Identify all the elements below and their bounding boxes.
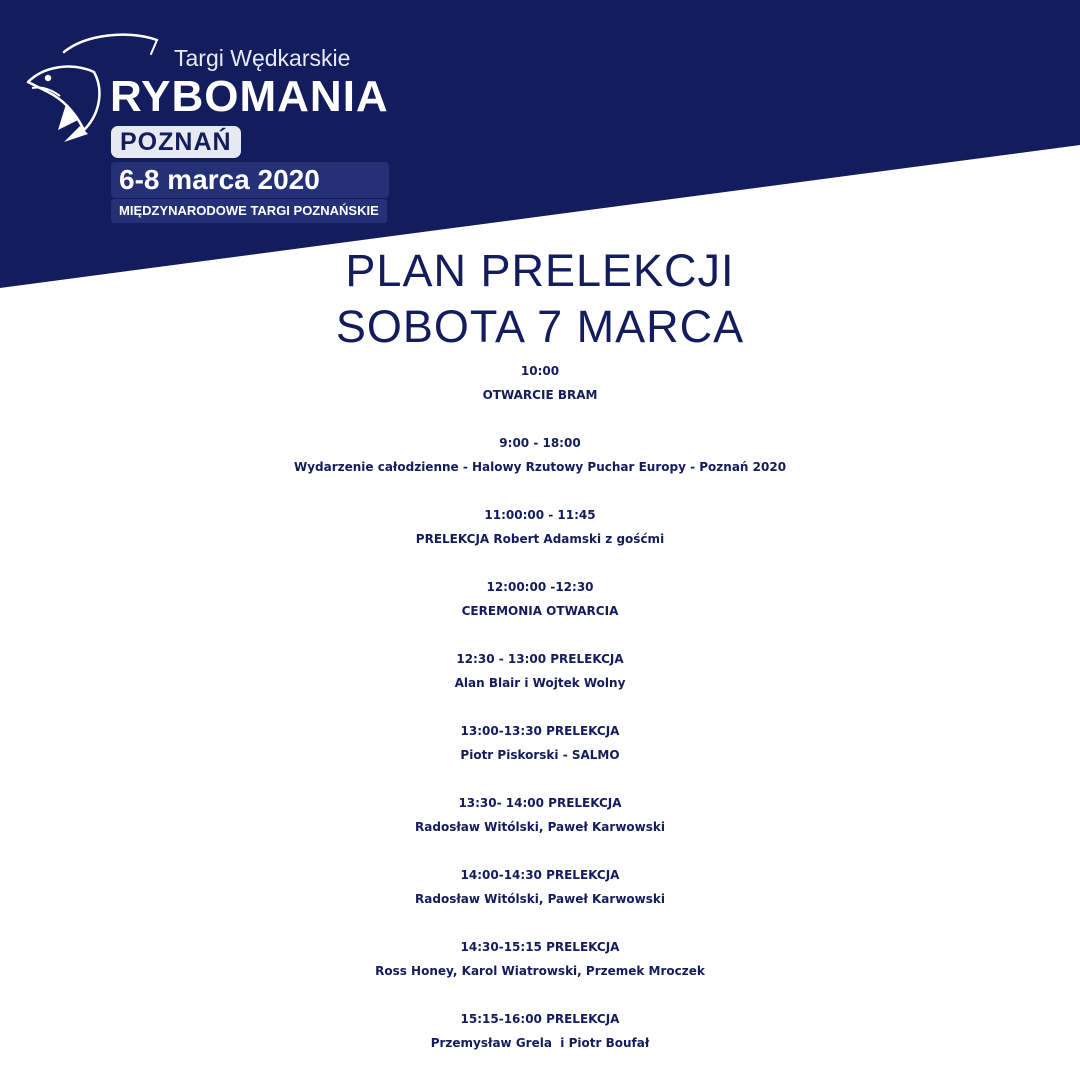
schedule-entry <box>0 647 1080 719</box>
venue-badge <box>111 199 387 223</box>
schedule-entry <box>0 935 1080 1007</box>
entry-description: Ross Honey, Karol Wiatrowski, Przemek Mroczek <box>375 964 705 978</box>
entry-time: 14:30-15:15 PRELEKCJA <box>460 940 620 954</box>
schedule-entry <box>0 359 1080 431</box>
schedule-entry <box>0 791 1080 863</box>
entry-description: CEREMONIA OTWARCIA <box>461 604 619 618</box>
entry-description: Alan Blair i Wojtek Wolny <box>454 676 626 690</box>
title-line-1: PLAN PRELEKCJI <box>345 245 735 296</box>
schedule-list <box>0 359 1080 1079</box>
schedule-entry <box>0 1007 1080 1079</box>
entry-description: Piotr Piskorski - SALMO <box>460 748 620 762</box>
entry-time: 15:15-16:00 PRELEKCJA <box>460 1012 620 1026</box>
entry-time: 12:00:00 -12:30 <box>486 580 594 594</box>
date-badge <box>111 162 389 198</box>
schedule-entry <box>0 431 1080 503</box>
entry-time: 13:00-13:30 PRELEKCJA <box>460 724 620 738</box>
entry-description: Wydarzenie całodzienne - Halowy Rzutowy Puchar Europy - Poznań 2020 <box>293 460 787 474</box>
venue-name: MIĘDZYNARODOWE TARGI POZNAŃSKIE <box>119 203 379 218</box>
entry-time: 13:30- 14:00 PRELEKCJA <box>458 796 622 810</box>
event-dates: 6-8 marca 2020 <box>119 164 320 195</box>
brand-name: RYBOMANIA <box>110 72 389 121</box>
schedule-entry <box>0 503 1080 575</box>
entry-description: PRELEKCJA Robert Adamski z gośćmi <box>415 532 665 546</box>
page-title <box>0 243 1080 355</box>
entry-time: 14:00-14:30 PRELEKCJA <box>460 868 620 882</box>
entry-description: Radosław Witólski, Paweł Karwowski <box>415 892 665 906</box>
city-name: POZNAŃ <box>120 128 232 156</box>
city-badge <box>111 126 241 158</box>
schedule-entry <box>0 719 1080 791</box>
entry-description: OTWARCIE BRAM <box>482 388 598 402</box>
schedule-entry <box>0 863 1080 935</box>
entry-description: Przemysław Grela i Piotr Boufał <box>430 1036 650 1050</box>
fair-subtitle: Targi Wędkarskie <box>174 45 351 71</box>
entry-time: 12:30 - 13:00 PRELEKCJA <box>456 652 624 666</box>
entry-time: 11:00:00 - 11:45 <box>484 508 596 522</box>
entry-time: 10:00 <box>520 364 560 378</box>
schedule-entry <box>0 575 1080 647</box>
entry-description: Radosław Witólski, Paweł Karwowski <box>415 820 665 834</box>
title-line-2: SOBOTA 7 MARCA <box>335 301 745 352</box>
entry-time: 9:00 - 18:00 <box>499 436 581 450</box>
